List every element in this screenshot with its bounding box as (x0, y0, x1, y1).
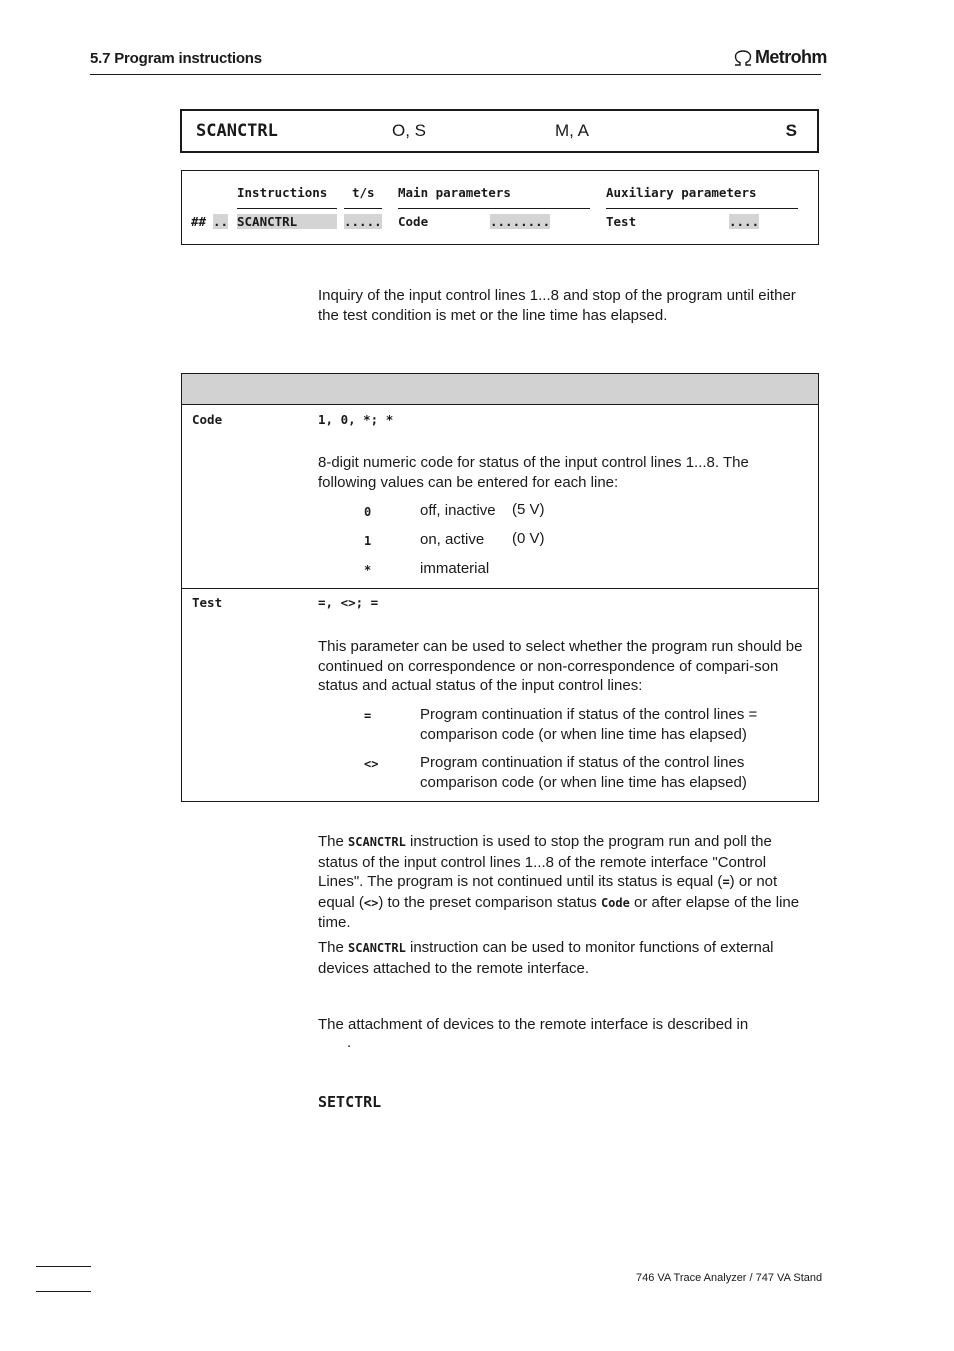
text-run: ) to the preset comparison status (378, 893, 601, 911)
code-option-text: immaterial (420, 560, 490, 577)
underline-main (398, 208, 590, 209)
row-dots: .. (213, 214, 229, 229)
code-option-text: off, inactive (420, 502, 496, 519)
row-aux-name: Test (606, 214, 637, 229)
instruction-mode: O, S (392, 121, 427, 140)
underline-aux (606, 208, 798, 209)
code-option-voltage: (0 V) (512, 530, 545, 547)
col-main-params: Main parameters (398, 185, 511, 200)
test-option-symbol: <> (364, 757, 379, 771)
test-option-line: Program continuation if status of the control lines = (420, 706, 758, 723)
instruction-box (180, 109, 819, 153)
test-option-symbol: = (364, 709, 372, 723)
footer-rule-bottom (36, 1291, 91, 1292)
brand-name: Metrohm (755, 47, 827, 67)
usage-paragraph (318, 938, 815, 978)
param-code-range: 1, 0, *; * (318, 412, 394, 427)
inline-code: = (722, 875, 730, 889)
test-option-text (420, 753, 747, 792)
instruction-access: M, A (555, 121, 590, 140)
text-run: or after elapse of the line time. (318, 893, 800, 931)
code-option-text: on, active (420, 531, 485, 548)
text-run: The (318, 833, 349, 850)
row-prefix: ## (191, 214, 207, 229)
row-main-value: ........ (490, 214, 551, 229)
parameter-table (181, 373, 819, 802)
test-option-line: comparison code (or when line time has elapsed) (420, 725, 747, 743)
text-run: The (318, 939, 349, 956)
see-also-link[interactable]: SETCTRL (318, 1093, 382, 1111)
underline-instructions (237, 208, 337, 209)
description-paragraph (318, 832, 815, 933)
section-title: 5.7 Program instructions (90, 50, 262, 67)
inline-code: Code (600, 895, 630, 910)
col-aux-params: Auxiliary parameters (606, 185, 757, 200)
text-run: ) or not equal ( (318, 873, 778, 911)
instruction-type: S (785, 121, 797, 140)
inline-code: SCANCTRL (348, 835, 406, 849)
footer-rule-top (36, 1266, 91, 1267)
parameter-table-header (182, 374, 818, 405)
text-run: instruction can be used to monitor functions of external devices attached to the remote interface. (318, 939, 774, 977)
param-test-range: =, <>; = (318, 595, 379, 610)
text-run: instruction is used to stop the program run and poll the status of the input control lines 1...8 of the remote interface "Control Lines". The program is not continued until its status is equal ( (318, 833, 772, 890)
code-option-symbol: 0 (364, 505, 372, 519)
syntax-box (181, 170, 819, 245)
footer-text: 746 VA Trace Analyzer / 747 VA Stand (636, 1272, 823, 1284)
code-option-symbol: * (364, 563, 372, 577)
instruction-name: SCANCTRL (196, 121, 278, 141)
note-text: The attachment of devices to the remote interface is described in (318, 1016, 749, 1033)
param-code-name: Code (192, 412, 223, 427)
omega-logo-icon (733, 50, 753, 66)
row-ts: ..... (344, 214, 382, 229)
inline-code: <> (363, 895, 379, 910)
brand-logo (733, 47, 827, 68)
row-instruction: SCANCTRL (237, 214, 337, 229)
param-test-desc: This parameter can be used to select whether the program run should be continued on correspondence or non-correspondence of compari-son status and actual status of the input control lines: (318, 638, 803, 694)
col-ts: t/s (352, 185, 375, 200)
test-option-line: comparison code (or when line time has elapsed) (420, 773, 747, 791)
code-option-voltage: (5 V) (512, 501, 545, 518)
parameter-separator (182, 588, 818, 589)
header-rule (90, 74, 821, 75)
intro-text: Inquiry of the input control lines 1...8 and stop of the program until either the test condition is met or the line time has elapsed. (318, 287, 796, 324)
inline-code: SCANCTRL (348, 941, 406, 955)
code-option-symbol: 1 (364, 534, 372, 548)
note-text-end: . (347, 1034, 352, 1051)
row-main-name: Code (398, 214, 429, 229)
row-aux-value: .... (729, 214, 760, 229)
col-instructions: Instructions (237, 185, 328, 200)
underline-ts (344, 208, 382, 209)
param-code-desc: 8-digit numeric code for status of the input control lines 1...8. The following values can be entered for each line: (318, 454, 749, 491)
param-test-name: Test (192, 595, 223, 610)
test-option-line: Program continuation if status of the control lines (420, 754, 745, 771)
test-option-text (420, 705, 757, 744)
